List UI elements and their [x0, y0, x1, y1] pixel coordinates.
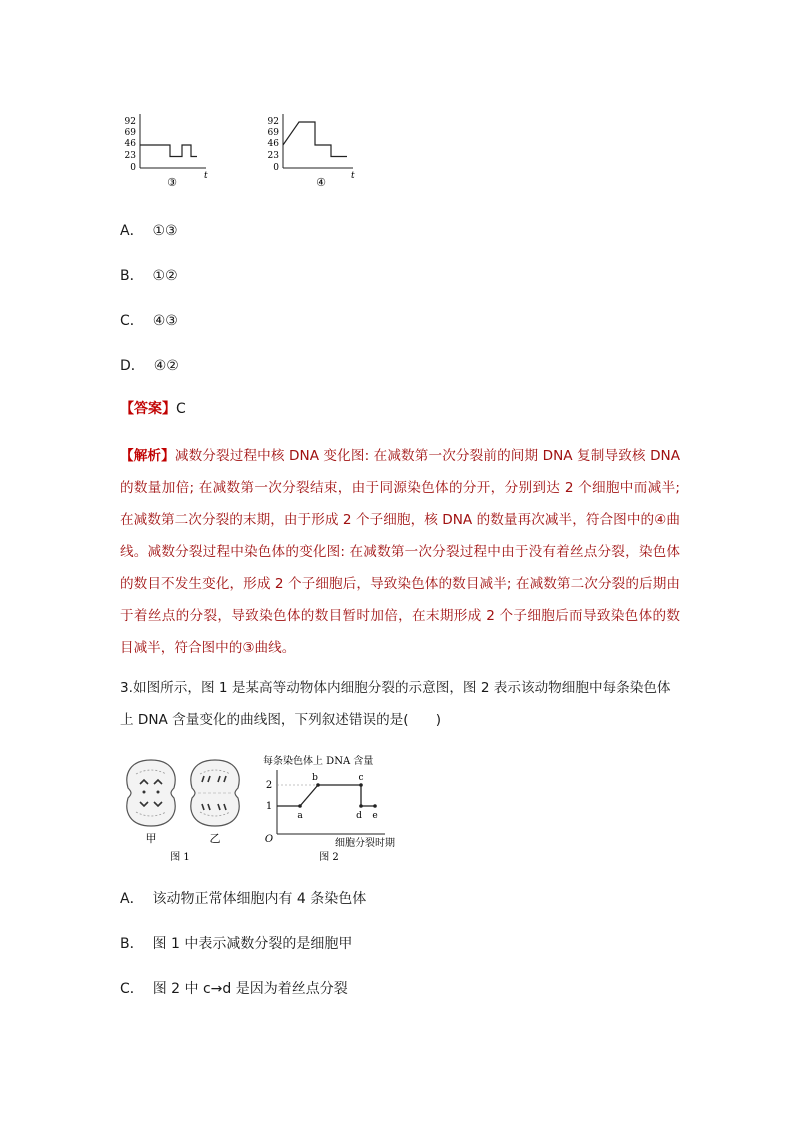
q3-option-b — [120, 933, 352, 953]
graph-3-tick: 92 — [124, 117, 136, 127]
point-label-d: d — [356, 811, 362, 821]
figure-2-title: 每条染色体上 DNA 含量 — [263, 756, 374, 767]
figure-2-caption: 图 2 — [319, 852, 339, 863]
graph-3-tick: 23 — [124, 151, 136, 161]
option-text: 图 1 中表示减数分裂的是细胞甲 — [152, 936, 353, 952]
figure-2-curve — [277, 785, 375, 806]
figure-2-origin: O — [264, 834, 274, 845]
option-b — [120, 265, 178, 285]
cell-jia-label: 甲 — [145, 832, 157, 845]
option-letter: C． — [120, 313, 144, 329]
answer-value: C — [176, 401, 186, 417]
point-label-b: b — [312, 773, 318, 783]
point-label-e: e — [372, 811, 378, 821]
graph-3-tick: 0 — [130, 163, 136, 173]
graph-3-tick: 46 — [124, 139, 136, 149]
graph-4-tick: 0 — [273, 163, 279, 173]
figure-2-tick: 1 — [265, 801, 273, 812]
graph-3-caption: ③ — [167, 176, 177, 189]
option-letter: B． — [120, 268, 144, 284]
cell-yi-label: 乙 — [209, 832, 221, 845]
graph-4 — [255, 110, 365, 190]
graph-4-axis-t: t — [351, 171, 355, 181]
point-e — [373, 804, 377, 808]
point-b — [316, 783, 320, 787]
explanation-text: 减数分裂过程中核 DNA 变化图: 在减数第一次分裂前的间期 DNA 复制导致核 DNA 的数量加倍; 在减数第一次分裂结束，由于同源染色体的分开，分别到达 2 个细胞中而减半; 在减数第二次分裂的末期，由于形成 2 个子细胞，核 DNA 的数量再次减半，符合图中的④曲线。减数分裂过程中染色体的变化图: 在减数第一次分裂过程中由于没有着丝点分裂，染色体的数目不发生变化，形成 2 个子细胞后，导致染色体的数目减半; 在减数第二次分裂的后期由于着丝点的分裂，导致染色体的数目暂时加倍，在末期形成 2 个子细胞后而导致染色体的数目减半，符合图中的③曲线。 — [120, 448, 681, 656]
graph-3-curve — [140, 145, 197, 157]
option-text: ①③ — [152, 223, 178, 239]
option-text: 图 2 中 c→d 是因为着丝点分裂 — [152, 981, 348, 997]
answer-label: 【答案】 — [120, 401, 176, 417]
explanation-label: 【解析】 — [120, 448, 175, 464]
graph-4-tick: 23 — [267, 151, 279, 161]
q3-option-a — [120, 888, 366, 908]
option-d — [120, 355, 179, 375]
option-letter: C． — [120, 981, 144, 997]
cell-jia — [127, 760, 175, 826]
option-letter: A． — [120, 891, 144, 907]
option-letter: B． — [120, 936, 144, 952]
point-label-a: a — [297, 811, 303, 821]
graph-4-tick: 46 — [267, 139, 279, 149]
cell-yi — [191, 760, 239, 826]
point-d — [359, 804, 363, 808]
option-text: ①② — [152, 268, 178, 284]
graph-4-tick: 92 — [267, 117, 279, 127]
figure-2-tick: 2 — [265, 780, 273, 791]
graph-3 — [112, 110, 212, 190]
option-letter: A． — [120, 223, 144, 239]
graph-3-axis-t: t — [204, 171, 208, 181]
graph-4-caption: ④ — [316, 176, 326, 189]
option-text: ④③ — [152, 313, 178, 329]
option-a — [120, 220, 178, 240]
option-c — [120, 310, 178, 330]
figure-2-xlabel: 细胞分裂时期 — [335, 838, 395, 849]
option-text: 该动物正常体细胞内有 4 条染色体 — [152, 891, 367, 907]
explanation — [120, 440, 680, 664]
graph-3-tick: 69 — [124, 128, 136, 138]
graph-4-tick: 69 — [267, 128, 279, 138]
figure-1 — [118, 752, 248, 864]
point-c — [359, 783, 363, 787]
q3-option-c — [120, 978, 348, 998]
point-label-c: c — [358, 773, 364, 783]
point-a — [298, 804, 302, 808]
graph-4-curve — [283, 122, 347, 157]
answer-line — [120, 398, 186, 418]
figure-2 — [255, 752, 415, 864]
option-letter: D． — [120, 358, 145, 374]
question-3-stem: 3.如图所示，图 1 是某高等动物体内细胞分裂的示意图，图 2 表示该动物细胞中每条染色体上 DNA 含量变化的曲线图，下列叙述错误的是( ) — [120, 680, 671, 728]
figure-1-caption: 图 1 — [170, 852, 190, 863]
option-text: ④② — [153, 358, 179, 374]
